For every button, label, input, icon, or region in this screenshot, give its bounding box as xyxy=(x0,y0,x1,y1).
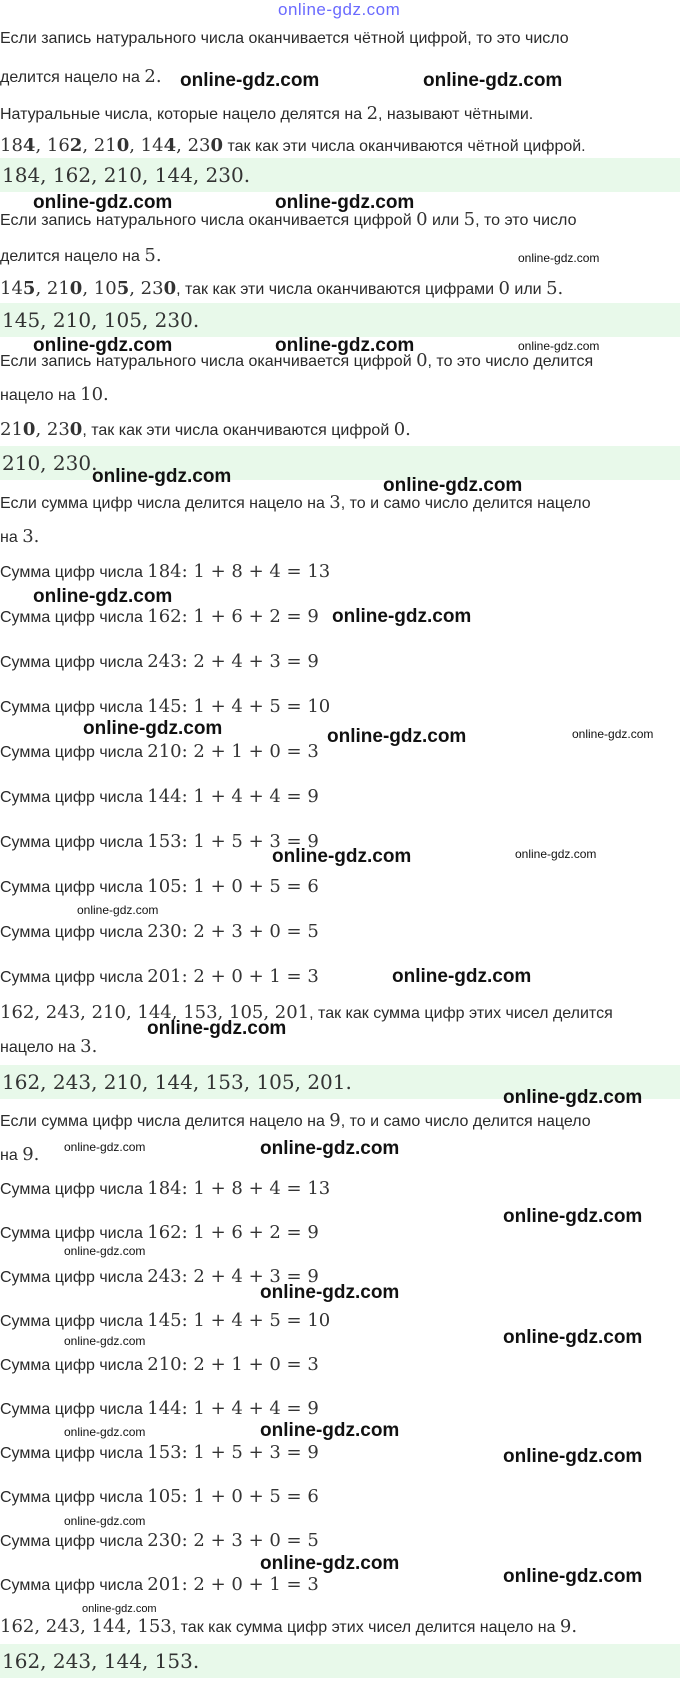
math-value: 9 xyxy=(22,1144,34,1165)
number-last-digit: 5 xyxy=(22,278,36,299)
watermark: online-gdz.com xyxy=(332,606,472,627)
digit-sum-row xyxy=(0,1310,330,1331)
number-last-digit: 0 xyxy=(69,278,83,299)
watermark: online-gdz.com xyxy=(77,903,159,917)
sum-label: Сумма цифр числа xyxy=(0,1401,148,1418)
number-part: 16 xyxy=(46,135,70,156)
digit-sum-row xyxy=(0,786,319,807)
sum-label: Сумма цифр числа xyxy=(0,1489,148,1506)
math-value: 5 xyxy=(463,209,476,230)
rule-text: на xyxy=(0,529,23,546)
digit-sum-row xyxy=(0,696,330,717)
sum-label: Сумма цифр числа xyxy=(0,744,148,761)
sum-expression: 184: 1 + 8 + 4 = 13 xyxy=(147,561,331,582)
math-value: 0 xyxy=(498,278,510,299)
rule-text: или xyxy=(427,212,464,229)
number-part: 18 xyxy=(0,135,23,156)
number-last-digit: 4 xyxy=(22,135,36,156)
rule-div-2-line2 xyxy=(0,66,162,87)
sum-expression: 184: 1 + 8 + 4 = 13 xyxy=(147,1178,331,1199)
sum-expression: 201: 2 + 0 + 1 = 3 xyxy=(147,966,319,987)
digit-sum-row xyxy=(0,741,319,762)
example-text: , так как эти числа оканчиваются цифрой xyxy=(82,422,394,439)
sum-expression: 210: 2 + 1 + 0 = 3 xyxy=(147,1354,319,1375)
watermark: online-gdz.com xyxy=(180,70,320,91)
watermark: online-gdz.com xyxy=(503,1446,643,1467)
digit-sum-row xyxy=(0,1442,319,1463)
watermark: online-gdz.com xyxy=(503,1087,643,1108)
conclusion-text: , так как сумма цифр этих чисел делится нацело на xyxy=(171,1619,560,1636)
digit-sum-row xyxy=(0,651,319,672)
sum-label: Сумма цифр числа xyxy=(0,1533,148,1550)
conclusion-text: , так как сумма цифр этих чисел делится xyxy=(309,1005,613,1022)
watermark: online-gdz.com xyxy=(64,1514,146,1528)
answer-div-10: 210, 230. xyxy=(2,451,98,475)
sum-label: Сумма цифр числа xyxy=(0,654,148,671)
rule-text: Если запись натурального числа оканчивается цифрой xyxy=(0,212,417,229)
watermark: online-gdz.com xyxy=(327,726,467,747)
math-value: 5 xyxy=(144,245,156,266)
watermark: online-gdz.com xyxy=(275,335,415,356)
conclusion-numbers: 162, 243, 210, 144, 153, 105, 201 xyxy=(0,1002,310,1023)
rule-text: , то это число делится xyxy=(427,353,594,370)
sum-expression: 145: 1 + 4 + 5 = 10 xyxy=(147,1310,331,1331)
sum-expression: 230: 2 + 3 + 0 = 5 xyxy=(147,921,319,942)
sum-label: Сумма цифр числа xyxy=(0,924,148,941)
digit-sum-row xyxy=(0,1574,319,1595)
sum-label: Сумма цифр числа xyxy=(0,969,148,986)
sum-expression: 144: 1 + 4 + 4 = 9 xyxy=(147,1398,319,1419)
math-value: 0 xyxy=(416,209,428,230)
number-last-digit: 0 xyxy=(69,419,83,440)
sum-expression: 105: 1 + 0 + 5 = 6 xyxy=(147,876,319,897)
math-value: 5 xyxy=(546,278,558,299)
answer-div-9: 162, 243, 144, 153. xyxy=(2,1649,200,1673)
watermark: online-gdz.com xyxy=(64,1140,146,1154)
rule-text: , то и само число делится нацело xyxy=(340,495,591,512)
sum-expression: 153: 1 + 5 + 3 = 9 xyxy=(147,1442,319,1463)
rule-text: Если запись натурального числа оканчивается цифрой xyxy=(0,353,417,370)
watermark: online-gdz.com xyxy=(272,846,412,867)
watermark-top: online-gdz.com xyxy=(278,0,401,19)
number-part: 23 xyxy=(140,278,164,299)
sum-label: Сумма цифр числа xyxy=(0,1225,148,1242)
number-last-digit: 4 xyxy=(163,135,177,156)
math-value: 9 xyxy=(559,1616,572,1637)
digit-sum-row xyxy=(0,1178,330,1199)
example-div-5: 145, 210, 105, 230, так как эти числа оканчиваются цифрами 0 или 5. xyxy=(0,278,564,299)
sum-label: Сумма цифр числа xyxy=(0,1445,148,1462)
number-part: 21 xyxy=(93,135,117,156)
watermark: online-gdz.com xyxy=(392,966,532,987)
math-value: 3 xyxy=(329,492,341,513)
sum-expression: 243: 2 + 4 + 3 = 9 xyxy=(147,651,319,672)
sum-expression: 145: 1 + 4 + 5 = 10 xyxy=(147,696,331,717)
watermark: online-gdz.com xyxy=(260,1282,400,1303)
rule-text: делится нацело на xyxy=(0,248,145,265)
sum-label: Сумма цифр числа xyxy=(0,879,148,896)
watermark: online-gdz.com xyxy=(518,339,600,353)
digit-sum-row xyxy=(0,831,319,852)
number-last-digit: 0 xyxy=(22,419,36,440)
number-last-digit: 2 xyxy=(69,135,83,156)
watermark: online-gdz.com xyxy=(64,1334,146,1348)
number-part: 23 xyxy=(187,135,211,156)
example-text: или xyxy=(509,281,547,298)
sum-expression: 210: 2 + 1 + 0 = 3 xyxy=(147,741,319,762)
definition-even xyxy=(0,103,533,124)
watermark: online-gdz.com xyxy=(503,1206,643,1227)
answer-div-5: 145, 210, 105, 230. xyxy=(2,308,200,332)
conclusion-div-9: 162, 243, 144, 153, так как сумма цифр этих чисел делится нацело на 9. xyxy=(0,1616,578,1637)
sum-label: Сумма цифр числа xyxy=(0,1269,148,1286)
sum-label: Сумма цифр числа xyxy=(0,789,148,806)
conclusion-text: нацело на xyxy=(0,1039,81,1056)
sum-expression: 144: 1 + 4 + 4 = 9 xyxy=(147,786,319,807)
number-part: 23 xyxy=(46,419,70,440)
digit-sum-row xyxy=(0,606,319,627)
number-part: 14 xyxy=(140,135,164,156)
rule-text: на xyxy=(0,1147,23,1164)
watermark: online-gdz.com xyxy=(515,847,597,861)
math-value: 9 xyxy=(329,1110,341,1131)
number-part: 14 xyxy=(0,278,23,299)
example-text: , так как эти числа оканчиваются цифрами xyxy=(176,281,499,298)
digit-sum-row xyxy=(0,561,330,582)
rule-text: делится нацело на xyxy=(0,69,145,86)
sum-expression: 243: 2 + 4 + 3 = 9 xyxy=(147,1266,319,1287)
math-value: 2 xyxy=(144,66,156,87)
digit-sum-row xyxy=(0,921,319,942)
answer-div-2: 184, 162, 210, 144, 230. xyxy=(2,163,251,187)
watermark: online-gdz.com xyxy=(33,586,173,607)
digit-sum-row xyxy=(0,1222,319,1243)
watermark: online-gdz.com xyxy=(518,251,600,265)
number-last-digit: 0 xyxy=(116,135,130,156)
digit-sum-row xyxy=(0,1486,319,1507)
math-value: 0 xyxy=(393,419,406,440)
watermark: online-gdz.com xyxy=(260,1420,400,1441)
digit-sum-row xyxy=(0,1530,319,1551)
watermark: online-gdz.com xyxy=(64,1244,146,1258)
watermark: online-gdz.com xyxy=(503,1327,643,1348)
watermark: online-gdz.com xyxy=(33,335,173,356)
number-last-digit: 0 xyxy=(210,135,223,156)
sum-label: Сумма цифр числа xyxy=(0,1181,148,1198)
sum-expression: 153: 1 + 5 + 3 = 9 xyxy=(147,831,319,852)
example-div-10: 210, 230, так как эти числа оканчиваются цифрой 0. xyxy=(0,419,411,440)
sum-label: Сумма цифр числа xyxy=(0,1577,148,1594)
watermark: online-gdz.com xyxy=(33,192,173,213)
sum-label: Сумма цифр числа xyxy=(0,834,148,851)
example-text: так как эти числа оканчиваются чётной цифрой. xyxy=(223,138,586,155)
watermark: online-gdz.com xyxy=(64,1425,146,1439)
watermark: online-gdz.com xyxy=(147,1018,287,1039)
conclusion-div-3-line2: нацело на 3. xyxy=(0,1036,98,1057)
number-part: 21 xyxy=(0,419,23,440)
rule-text: нацело на xyxy=(0,387,81,404)
conclusion-div-3-line1 xyxy=(0,1002,613,1023)
number-part: 10 xyxy=(93,278,117,299)
number-last-digit: 5 xyxy=(116,278,130,299)
example-div-2: 184, 162, 210, 144, 230 так как эти числа оканчиваются чётной цифрой. xyxy=(0,135,586,156)
definition-text: , называют чётными. xyxy=(378,106,534,123)
digit-sum-row xyxy=(0,876,319,897)
sum-expression: 162: 1 + 6 + 2 = 9 xyxy=(147,606,319,627)
math-value: 2 xyxy=(366,103,379,124)
math-value: 10 xyxy=(80,384,104,405)
rule-text: Если сумма цифр числа делится нацело на xyxy=(0,495,330,512)
rule-div-10-line2: нацело на 10. xyxy=(0,384,109,405)
digit-sum-row xyxy=(0,966,319,987)
rule-div-9-line2: на 9. xyxy=(0,1144,40,1165)
answer-div-3: 162, 243, 210, 144, 153, 105, 201. xyxy=(2,1070,352,1094)
definition-text: Натуральные числа, которые нацело делятся на xyxy=(0,106,367,123)
math-value: 3 xyxy=(80,1036,92,1057)
number-last-digit: 0 xyxy=(163,278,177,299)
rule-div-2-line1: Если запись натурального числа оканчивается чётной цифрой, то это число xyxy=(0,30,569,47)
conclusion-numbers: 162, 243, 144, 153 xyxy=(0,1616,172,1637)
watermark: online-gdz.com xyxy=(92,466,232,487)
digit-sum-row xyxy=(0,1354,319,1375)
sum-expression: 230: 2 + 3 + 0 = 5 xyxy=(147,1530,319,1551)
sum-label: Сумма цифр числа xyxy=(0,699,148,716)
watermark: online-gdz.com xyxy=(503,1566,643,1587)
sum-label: Сумма цифр числа xyxy=(0,564,148,581)
watermark: online-gdz.com xyxy=(572,727,654,741)
digit-sum-row xyxy=(0,1398,319,1419)
watermark: online-gdz.com xyxy=(275,192,415,213)
math-value: 3 xyxy=(22,526,34,547)
sum-label: Сумма цифр числа xyxy=(0,609,148,626)
watermark: online-gdz.com xyxy=(383,475,523,496)
sum-expression: 162: 1 + 6 + 2 = 9 xyxy=(147,1222,319,1243)
watermark: online-gdz.com xyxy=(82,1603,157,1615)
sum-label: Сумма цифр числа xyxy=(0,1357,148,1374)
rule-text: Если сумма цифр числа делится нацело на xyxy=(0,1113,330,1130)
watermark: online-gdz.com xyxy=(83,718,223,739)
number-part: 21 xyxy=(46,278,70,299)
rule-text: , то и само число делится нацело xyxy=(340,1113,591,1130)
math-value: 0 xyxy=(416,350,428,371)
rule-div-5-line2: делится нацело на 5. xyxy=(0,245,162,266)
rule-div-9-line1 xyxy=(0,1110,591,1131)
sum-label: Сумма цифр числа xyxy=(0,1313,148,1330)
sum-expression: 105: 1 + 0 + 5 = 6 xyxy=(147,1486,319,1507)
period: . xyxy=(155,66,162,87)
rule-div-3-line2: на 3. xyxy=(0,526,40,547)
watermark: online-gdz.com xyxy=(260,1553,400,1574)
watermark: online-gdz.com xyxy=(260,1138,400,1159)
sum-expression: 201: 2 + 0 + 1 = 3 xyxy=(147,1574,319,1595)
watermark: online-gdz.com xyxy=(423,70,563,91)
rule-text: , то это число xyxy=(475,212,577,229)
